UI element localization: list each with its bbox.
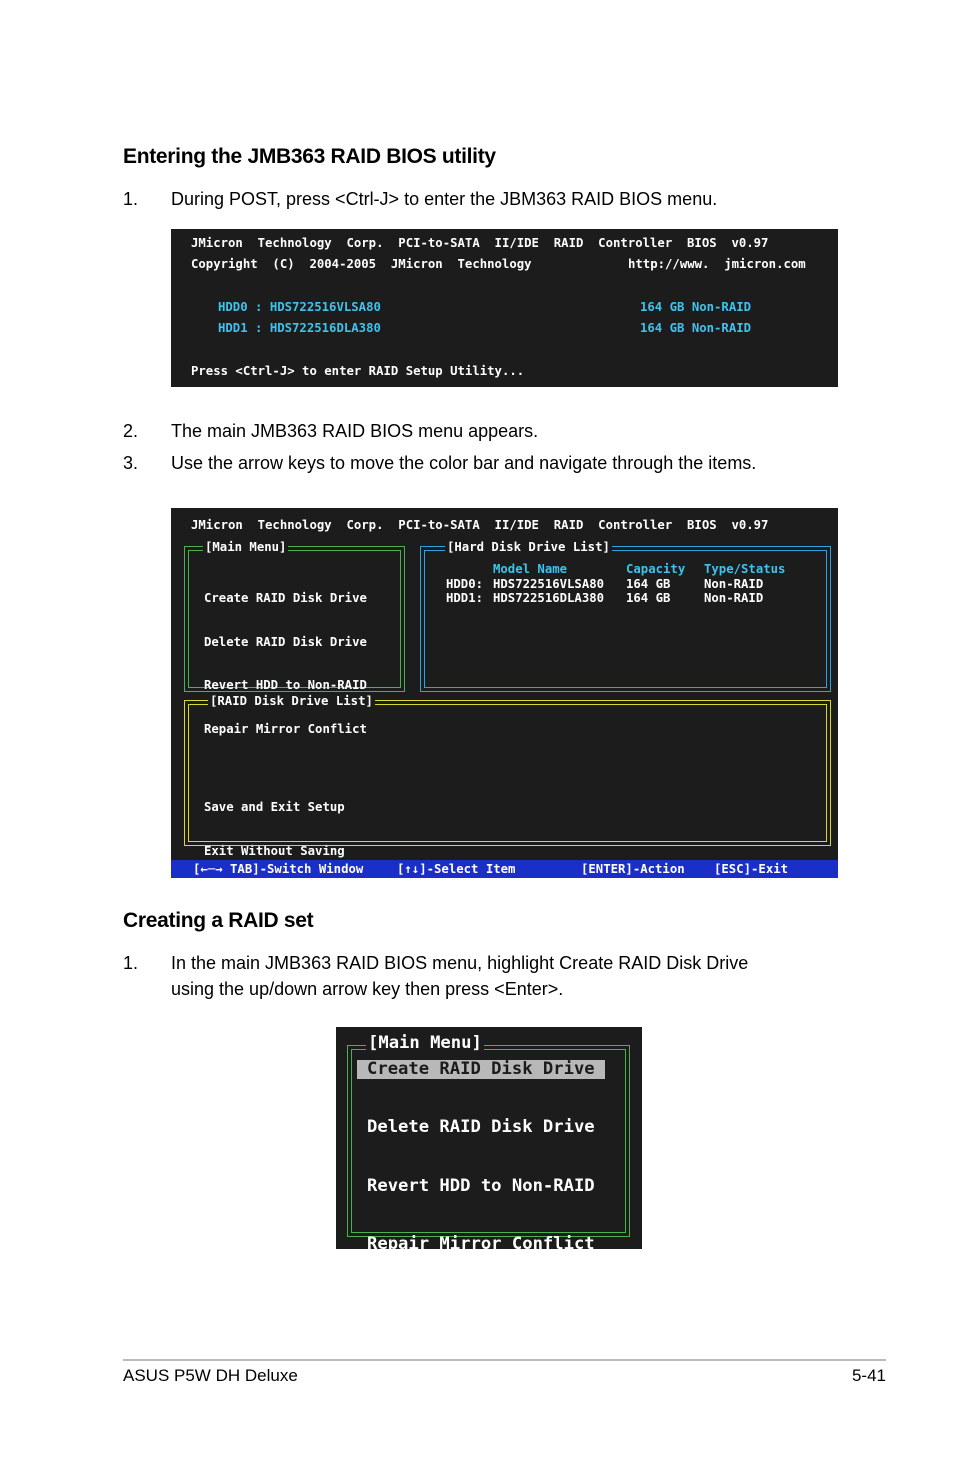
hdd-row-model: HDS722516DLA380	[493, 591, 605, 605]
status-select-item: [↑↓]-Select Item	[397, 862, 516, 876]
menu-item-delete[interactable]: Delete RAID Disk Drive	[367, 1117, 595, 1137]
copyright-line: Copyright (C) 2004-2005 JMicron Technology	[191, 257, 532, 271]
raid-list-label: [RAID Disk Drive List]	[210, 694, 373, 708]
bios-title-line: JMicron Technology Corp. PCI-to-SATA II/IDE RAID Controller BIOS v0.97	[191, 518, 769, 532]
menu-item-create-selected[interactable]: Create RAID Disk Drive	[367, 1059, 595, 1079]
step-2	[123, 418, 883, 444]
hdd1-capacity: 164 GB Non-RAID	[640, 321, 752, 335]
status-exit: [ESC]-Exit	[714, 862, 789, 876]
column-model-name: Model Name	[493, 562, 568, 576]
footer-page-number: 5-41	[851, 1366, 886, 1385]
section-heading-creating: Creating a RAID set	[123, 909, 314, 932]
main-menu-label: [Main Menu]	[205, 540, 287, 554]
footer-rule	[123, 1359, 886, 1361]
step-text: The main JMB363 RAID BIOS menu appears.	[171, 421, 539, 441]
column-type-status: Type/Status	[704, 562, 786, 576]
hdd-row-capacity: 164 GB	[626, 577, 671, 591]
status-bar	[171, 860, 838, 878]
step-3	[123, 450, 903, 476]
section-heading-entering: Entering the JMB363 RAID BIOS utility	[123, 145, 496, 168]
menu-item-revert[interactable]: Revert HDD to Non-RAID	[204, 678, 367, 692]
hdd-row-type: Non-RAID	[704, 591, 764, 605]
hdd-list-label: [Hard Disk Drive List]	[447, 540, 610, 554]
menu-item-save-exit[interactable]: Save and Exit Setup	[204, 800, 345, 814]
post-screen	[171, 229, 838, 387]
main-menu-items	[367, 1079, 595, 1476]
main-menu-label: [Main Menu]	[368, 1033, 482, 1053]
bios-title-line: JMicron Technology Corp. PCI-to-SATA II/IDE RAID Controller BIOS v0.97	[191, 236, 769, 250]
hdd-row-type: Non-RAID	[704, 577, 764, 591]
hdd1-entry: HDD1 : HDS722516DLA380	[218, 321, 381, 335]
menu-item-exit-nosave[interactable]: Exit Without Saving	[204, 843, 345, 858]
step-text: During POST, press <Ctrl-J> to enter the JBM363 RAID BIOS menu.	[171, 189, 718, 209]
hdd-row-model: HDS722516VLSA80	[493, 577, 605, 591]
hdd-row-id: HDD0:	[446, 577, 484, 591]
hdd0-capacity: 164 GB Non-RAID	[640, 300, 752, 314]
step-number: 1.	[123, 953, 139, 973]
step-number: 2.	[123, 421, 139, 441]
menu-item-save-exit[interactable]: Save and Exit Setup	[367, 1357, 564, 1378]
step-number: 1.	[123, 189, 139, 209]
menu-item-delete[interactable]: Delete RAID Disk Drive	[204, 634, 367, 649]
website-text: http://www. jmicron.com	[628, 257, 806, 271]
raid-bios-main-screen	[171, 508, 838, 878]
menu-item-revert[interactable]: Revert HDD to Non-RAID	[367, 1175, 595, 1196]
step-number: 3.	[123, 453, 139, 473]
step-create-1	[123, 950, 883, 1002]
menu-item-exit-nosave[interactable]: Exit Without Saving	[367, 1416, 564, 1436]
status-switch-window: [←─→ TAB]-Switch Window	[193, 862, 364, 876]
hdd0-entry: HDD0 : HDS722516VLSA80	[218, 300, 381, 314]
step-1	[123, 186, 883, 212]
status-action: [ENTER]-Action	[581, 862, 685, 876]
menu-item-create[interactable]: Create RAID Disk Drive	[204, 591, 367, 605]
hdd-row-id: HDD1:	[446, 591, 484, 605]
raid-list-box-inner	[188, 704, 827, 842]
step-text: Use the arrow keys to move the color bar and navigate through the items.	[171, 453, 757, 473]
hdd-row-capacity: 164 GB	[626, 591, 671, 605]
step-text-line2: using the up/down arrow key then press <Enter>.	[171, 979, 564, 999]
step-text-line1: In the main JMB363 RAID BIOS menu, highlight Create RAID Disk Drive	[171, 953, 749, 973]
menu-item-repair[interactable]: Repair Mirror Conflict	[367, 1234, 595, 1254]
footer-product-name: ASUS P5W DH Deluxe	[123, 1366, 298, 1385]
menu-item-repair[interactable]: Repair Mirror Conflict	[204, 721, 367, 736]
main-menu-zoom-screen	[336, 1027, 642, 1436]
ctrl-j-prompt: Press <Ctrl-J> to enter RAID Setup Utility...	[191, 364, 525, 378]
column-capacity: Capacity	[626, 562, 686, 576]
